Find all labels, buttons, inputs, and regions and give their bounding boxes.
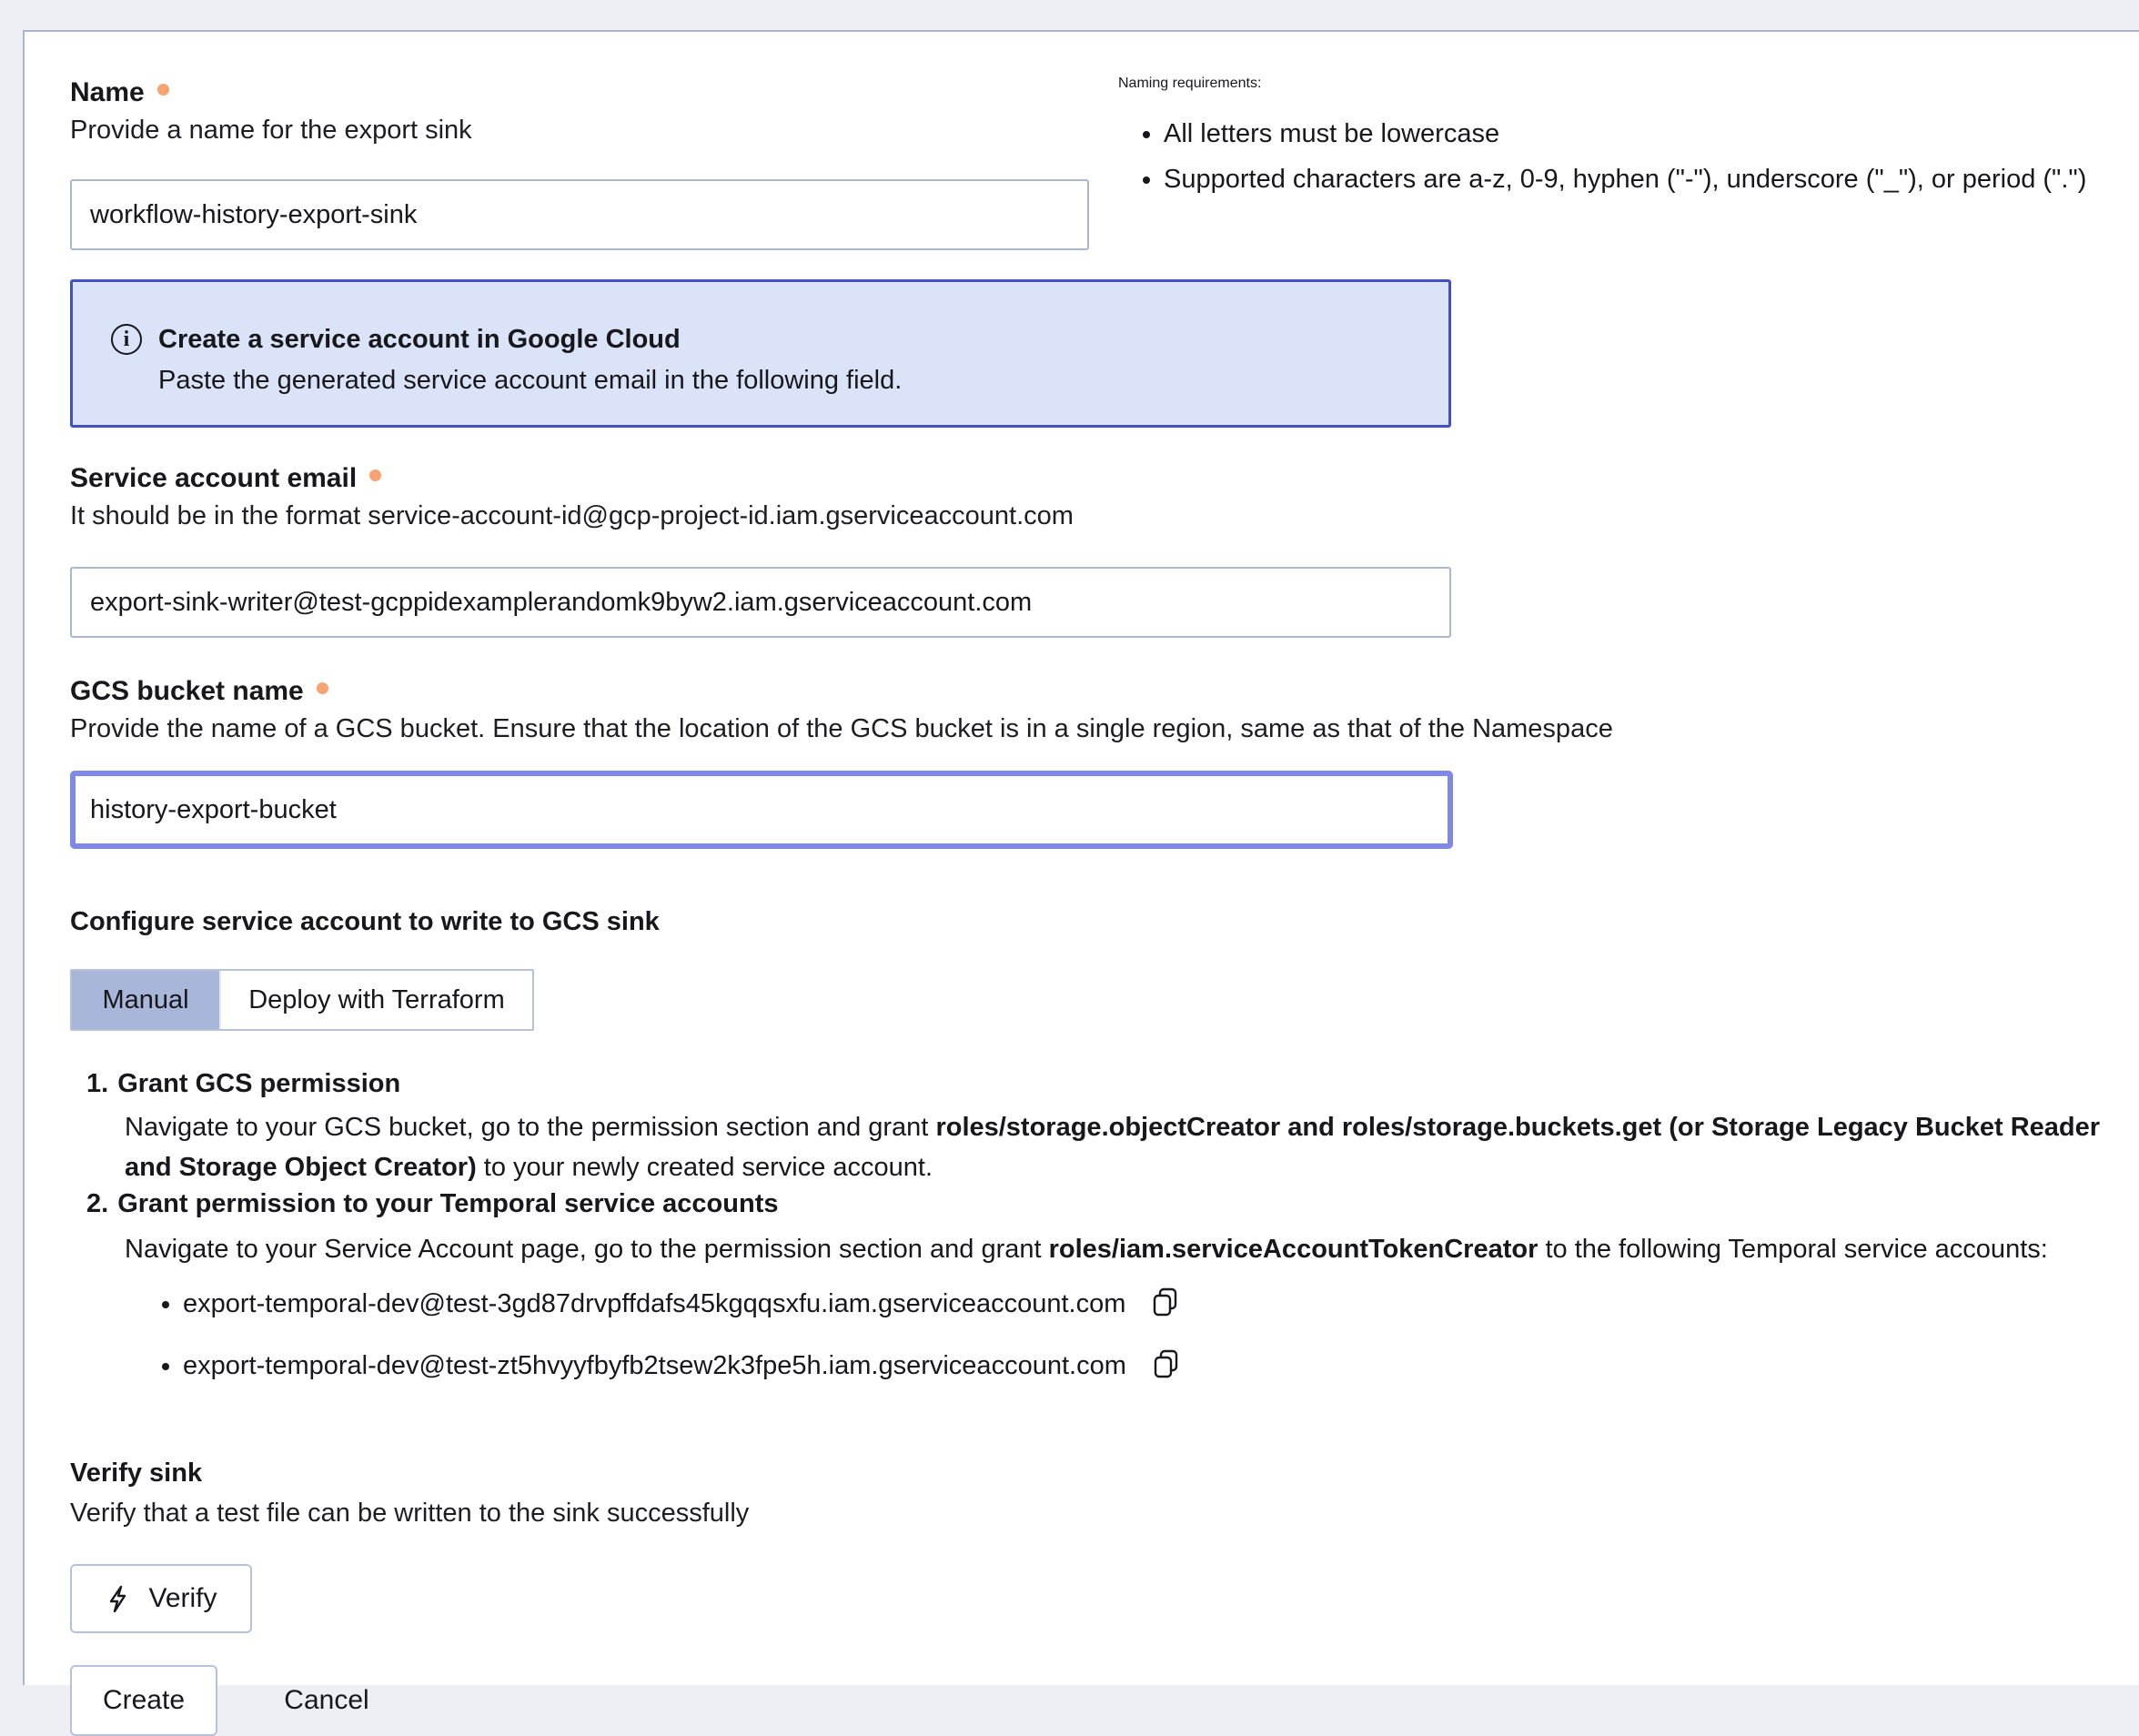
create-button-label: Create: [102, 1685, 186, 1715]
copy-icon[interactable]: [1149, 1286, 1182, 1318]
step-1-body-bold: roles/storage.objectCreator and roles/storage.buckets.get (or Storage Legacy Bucket Reader and Storage Object Creator): [125, 1113, 2101, 1182]
tab-manual[interactable]: Manual: [72, 971, 219, 1029]
export-sink-form-panel: [23, 30, 2139, 1715]
step-1-title-text: Grant GCS permission: [117, 1069, 401, 1098]
temporal-service-account-email: export-temporal-dev@test-3gd87drvpffdafs45kgqqsxfu.iam.gserviceaccount.com: [183, 1289, 1126, 1318]
step-2-number: 2.: [86, 1189, 109, 1218]
step-2-body: [125, 1229, 2048, 1269]
lightning-icon: [105, 1584, 134, 1613]
temporal-service-accounts-list: [163, 1286, 1183, 1409]
step-2-body-bold: roles/iam.serviceAccountTokenCreator: [1048, 1235, 1539, 1264]
bucket-description: Provide the name of a GCS bucket. Ensure that the location of the GCS bucket is in a single region, same as that of the Namespace: [70, 714, 1613, 743]
required-dot-icon: [157, 84, 169, 96]
naming-requirement-item: • All letters must be lowercase: [1164, 117, 2086, 150]
name-field-description: Provide a name for the export sink: [70, 116, 472, 145]
verify-button-label: Verify: [148, 1583, 217, 1613]
copy-icon[interactable]: [1150, 1347, 1183, 1380]
naming-requirements-title: Naming requirements:: [1118, 76, 1262, 91]
step-1-body: [125, 1107, 2135, 1187]
service-account-email-input[interactable]: [70, 567, 1451, 638]
configure-section-title: Configure service account to write to GCS sink: [70, 907, 660, 936]
bucket-name-input[interactable]: [70, 771, 1453, 849]
step-1-title: [86, 1069, 400, 1099]
service-account-label: Service account email: [70, 463, 358, 493]
temporal-service-account-item: [183, 1286, 1183, 1322]
verify-section-description: Verify that a test file can be written to the sink successfully: [70, 1499, 750, 1528]
info-icon: i: [111, 324, 142, 355]
verify-button[interactable]: [70, 1564, 252, 1633]
required-dot-icon: [317, 682, 328, 694]
step-1-number: 1.: [86, 1069, 109, 1098]
create-button[interactable]: [70, 1665, 217, 1736]
step-2-title: [86, 1189, 778, 1219]
service-account-info-banner: [70, 279, 1451, 428]
step-2-body-text: to the following Temporal service accounts:: [1538, 1235, 2048, 1264]
bucket-label-row: [70, 676, 328, 707]
service-account-description: It should be in the format service-account-id@gcp-project-id.iam.gserviceaccount.com: [70, 501, 1074, 530]
info-banner-title: Create a service account in Google Cloud: [158, 325, 681, 354]
name-field-label: Name: [70, 77, 145, 107]
configure-tabs: [70, 969, 534, 1031]
cancel-button-label: Cancel: [284, 1685, 369, 1715]
bucket-label: GCS bucket name: [70, 676, 304, 706]
tab-deploy-with-terraform[interactable]: Deploy with Terraform: [219, 971, 532, 1029]
step-2-body-text: Navigate to your Service Account page, go to the permission section and grant: [125, 1235, 1049, 1264]
cancel-button[interactable]: [254, 1665, 399, 1736]
step-2-title-text: Grant permission to your Temporal service accounts: [117, 1189, 779, 1218]
naming-requirements-list: [1118, 117, 2086, 208]
naming-requirement-item: • Supported characters are a-z, 0-9, hyphen ("-"), underscore ("_"), or period ("."): [1164, 163, 2086, 196]
name-field-label-row: [70, 77, 169, 108]
step-1-body-text: Navigate to your GCS bucket, go to the permission section and grant: [125, 1113, 936, 1142]
service-account-label-row: [70, 463, 381, 494]
verify-section-title: Verify sink: [70, 1458, 203, 1488]
required-dot-icon: [369, 469, 381, 481]
temporal-service-account-email: export-temporal-dev@test-zt5hvyyfbyfb2tsew2k3fpe5h.iam.gserviceaccount.com: [183, 1351, 1126, 1380]
name-input[interactable]: [70, 179, 1089, 250]
temporal-service-account-item: [183, 1347, 1183, 1384]
info-banner-body: Paste the generated service account email in the following field.: [158, 366, 903, 395]
step-1-body-text: to your newly created service account.: [476, 1153, 933, 1182]
